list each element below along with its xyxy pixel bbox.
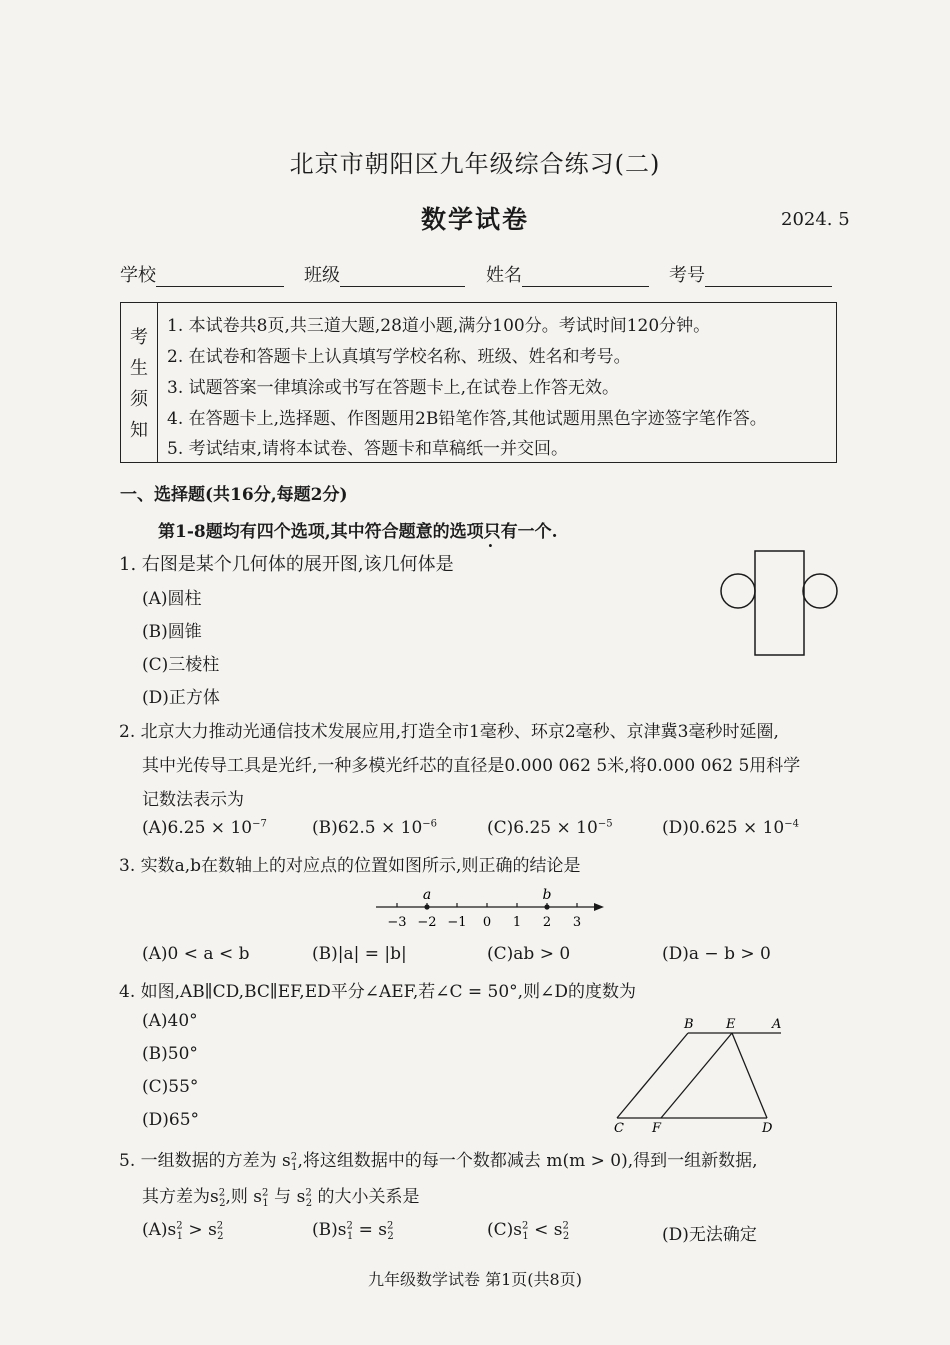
school-blank bbox=[156, 266, 284, 287]
vertex-c-label: C bbox=[614, 1121, 624, 1136]
q2-option-b-text: (B)62.5 × 10 bbox=[312, 818, 423, 838]
net-circle-right bbox=[803, 574, 837, 608]
number-line-tick-label: −1 bbox=[447, 915, 467, 930]
q5-superscript: 2 bbox=[216, 1220, 224, 1232]
name-label: 姓名 bbox=[486, 265, 522, 286]
section-heading: 一、选择题(共16分,每题2分) bbox=[120, 485, 348, 505]
line-ef bbox=[661, 1033, 732, 1118]
q4-option-a: (A)40° bbox=[142, 1011, 198, 1031]
q5-superscript: 2 bbox=[387, 1220, 394, 1232]
instruction-post: 一个. bbox=[517, 522, 558, 542]
q5-superscript: 2 bbox=[346, 1220, 353, 1232]
q5-option-a bbox=[142, 1220, 224, 1242]
q5-subscript: 1 bbox=[176, 1231, 184, 1243]
q5-text: 的大小关系是 bbox=[312, 1187, 420, 1207]
q5-subscript: 2 bbox=[219, 1198, 226, 1210]
q5-superscript: 2 bbox=[218, 1187, 226, 1199]
q2-option-c-exponent: −5 bbox=[597, 818, 613, 830]
school-field bbox=[120, 261, 284, 287]
notice-line: 1. 本试卷共8页,共三道大题,28道小题,满分100分。考试时间120分钟。 bbox=[167, 316, 711, 336]
q4-stem: 4. 如图,AB∥CD,BC∥EF,ED平分∠AEF,若∠C = 50°,则∠D的度数为 bbox=[119, 982, 636, 1002]
number-line-arrow bbox=[594, 903, 604, 911]
q3-option-b: (B)|a| = |b| bbox=[312, 944, 407, 964]
q5-text: ,将这组数据中的每一个数都减去 m(m > 0),得到一组新数据, bbox=[297, 1151, 758, 1171]
name-field bbox=[486, 261, 649, 287]
q5-option-b bbox=[312, 1220, 394, 1242]
q5-subscript: 2 bbox=[305, 1198, 313, 1210]
page-title: 北京市朝阳区九年级综合练习(二) bbox=[289, 150, 661, 178]
q5-option-text: (C)s bbox=[487, 1220, 522, 1240]
q3-stem: 3. 实数a,b在数轴上的对应点的位置如图所示,则正确的结论是 bbox=[119, 856, 581, 876]
q5-subscript: 2 bbox=[562, 1231, 570, 1243]
q5-option-text: (A)s bbox=[142, 1220, 177, 1240]
q2-option-d-exponent: −4 bbox=[784, 818, 799, 830]
q5-subscript: 1 bbox=[262, 1198, 269, 1210]
q5-option-text: (B)s bbox=[312, 1220, 347, 1240]
q2-line-3: 记数法表示为 bbox=[142, 790, 244, 810]
q5-subscript: 2 bbox=[387, 1231, 394, 1243]
q5-superscript: 2 bbox=[522, 1220, 529, 1232]
exam-date: 2024. 5 bbox=[781, 209, 850, 230]
net-circle-left bbox=[721, 574, 755, 608]
q4-option-b: (B)50° bbox=[142, 1044, 198, 1064]
vertex-a-label: A bbox=[772, 1017, 782, 1032]
line-bc bbox=[617, 1033, 688, 1118]
notice-label-char: 须 bbox=[130, 389, 148, 410]
q5-subscript: 2 bbox=[217, 1231, 224, 1243]
q1-net-figure bbox=[718, 548, 842, 660]
q1-stem: 1. 右图是某个几何体的展开图,该几何体是 bbox=[119, 554, 454, 575]
notice-line: 4. 在答题卡上,选择题、作图题用2B铅笔作答,其他试题用黑色字迹签字笔作答。 bbox=[167, 409, 767, 429]
q4-geometry-figure bbox=[608, 1014, 788, 1136]
q4-option-d: (D)65° bbox=[142, 1110, 200, 1130]
q3-option-d: (D)a − b > 0 bbox=[662, 944, 771, 964]
q2-option-c-text: (C)6.25 × 10 bbox=[487, 818, 598, 838]
notice-label-char: 知 bbox=[130, 420, 148, 441]
number-line-tick-label: 0 bbox=[482, 915, 492, 930]
vertex-e-label: E bbox=[726, 1017, 736, 1032]
q5-superscript: 2 bbox=[562, 1220, 569, 1232]
q5-superscript: 2 bbox=[176, 1220, 183, 1232]
q2-option-a-exponent: −7 bbox=[252, 818, 267, 830]
q3-option-c: (C)ab > 0 bbox=[487, 944, 571, 964]
notice-line: 3. 试题答案一律填涂或书写在答题卡上,在试卷上作答无效。 bbox=[167, 378, 620, 398]
q5-subscript: 1 bbox=[291, 1162, 298, 1174]
number-line-tick-label: 3 bbox=[572, 915, 582, 930]
number-line-tick-label: 2 bbox=[542, 915, 552, 930]
q5-text: 与 s bbox=[268, 1187, 306, 1207]
notice-label-char: 生 bbox=[130, 358, 148, 379]
q1-option-b: (B)圆锥 bbox=[142, 622, 202, 642]
q5-subscript: 1 bbox=[522, 1231, 529, 1243]
q5-text: 其方差为s bbox=[142, 1187, 219, 1207]
q2-line-1: 2. 北京大力推动光通信技术发展应用,打造全市1毫秒、环京2毫秒、京津冀3毫秒时延圈, bbox=[119, 722, 779, 742]
line-ed bbox=[732, 1033, 767, 1118]
q5-option-text: (D)无法确定 bbox=[662, 1225, 757, 1245]
q5-option-d bbox=[662, 1220, 757, 1245]
net-rectangle bbox=[755, 551, 804, 655]
point-b-label: b bbox=[542, 887, 552, 903]
q2-option-d bbox=[662, 818, 799, 838]
q5-option-text: = s bbox=[353, 1220, 388, 1240]
instruction-emphasis: 只有 bbox=[483, 522, 518, 542]
q5-line-2 bbox=[142, 1182, 419, 1209]
q5-option-text: > s bbox=[183, 1220, 217, 1240]
exam-number-blank bbox=[705, 266, 832, 287]
q2-line-2: 其中光传导工具是光纤,一种多模光纤芯的直径是0.000 062 5米,将0.000 062 5用科学 bbox=[142, 756, 801, 776]
section-instruction bbox=[158, 517, 558, 542]
point-a-label: a bbox=[422, 887, 432, 903]
q5-text: ,则 s bbox=[225, 1187, 263, 1207]
q1-option-d: (D)正方体 bbox=[142, 688, 220, 708]
point-b-marker bbox=[544, 904, 549, 909]
q5-subscript: 1 bbox=[346, 1231, 354, 1243]
q2-option-b bbox=[312, 818, 437, 838]
q2-option-c bbox=[487, 818, 613, 838]
notice-line: 2. 在试卷和答题卡上认真填写学校名称、班级、姓名和考号。 bbox=[167, 347, 631, 367]
q2-option-b-exponent: −6 bbox=[422, 818, 438, 830]
name-blank bbox=[522, 266, 649, 287]
q4-option-c: (C)55° bbox=[142, 1077, 199, 1097]
q3-number-line bbox=[370, 882, 610, 934]
vertex-d-label: D bbox=[762, 1121, 773, 1136]
notice-label-char: 考 bbox=[130, 327, 148, 348]
vertex-f-label: F bbox=[652, 1121, 662, 1136]
q5-option-text: < s bbox=[528, 1220, 563, 1240]
q5-superscript: 2 bbox=[290, 1151, 298, 1163]
q5-superscript: 2 bbox=[305, 1187, 312, 1199]
q3-option-a: (A)0 < a < b bbox=[142, 944, 250, 964]
vertex-b-label: B bbox=[684, 1017, 694, 1032]
point-a-marker bbox=[424, 904, 429, 909]
class-field bbox=[304, 261, 465, 287]
q2-option-d-text: (D)0.625 × 10 bbox=[662, 818, 785, 838]
q1-option-a: (A)圆柱 bbox=[142, 589, 202, 609]
number-line-tick-label: 1 bbox=[512, 915, 522, 930]
subject-title: 数学试卷 bbox=[420, 205, 529, 234]
exam-number-field bbox=[669, 261, 832, 287]
q5-text: 5. 一组数据的方差为 s bbox=[119, 1151, 291, 1171]
instruction-pre: 第1-8题均有四个选项,其中符合题意的选项 bbox=[158, 522, 484, 542]
exam-number-label: 考号 bbox=[669, 265, 705, 286]
school-label: 学校 bbox=[120, 265, 156, 286]
q5-option-c bbox=[487, 1220, 569, 1242]
notice-box bbox=[120, 302, 837, 463]
q5-superscript: 2 bbox=[262, 1187, 269, 1199]
class-blank bbox=[340, 266, 465, 287]
notice-label bbox=[121, 303, 158, 462]
q2-option-a bbox=[142, 818, 267, 838]
q1-option-c: (C)三棱柱 bbox=[142, 655, 220, 675]
q5-line-1 bbox=[119, 1146, 758, 1173]
number-line-tick-label: −2 bbox=[417, 915, 437, 930]
page-footer: 九年级数学试卷 第1页(共8页) bbox=[368, 1270, 582, 1289]
q2-option-a-text: (A)6.25 × 10 bbox=[142, 818, 253, 838]
number-line-tick-label: −3 bbox=[387, 915, 407, 930]
class-label: 班级 bbox=[304, 265, 340, 286]
notice-line: 5. 考试结束,请将本试卷、答题卡和草稿纸一并交回。 bbox=[167, 439, 569, 459]
